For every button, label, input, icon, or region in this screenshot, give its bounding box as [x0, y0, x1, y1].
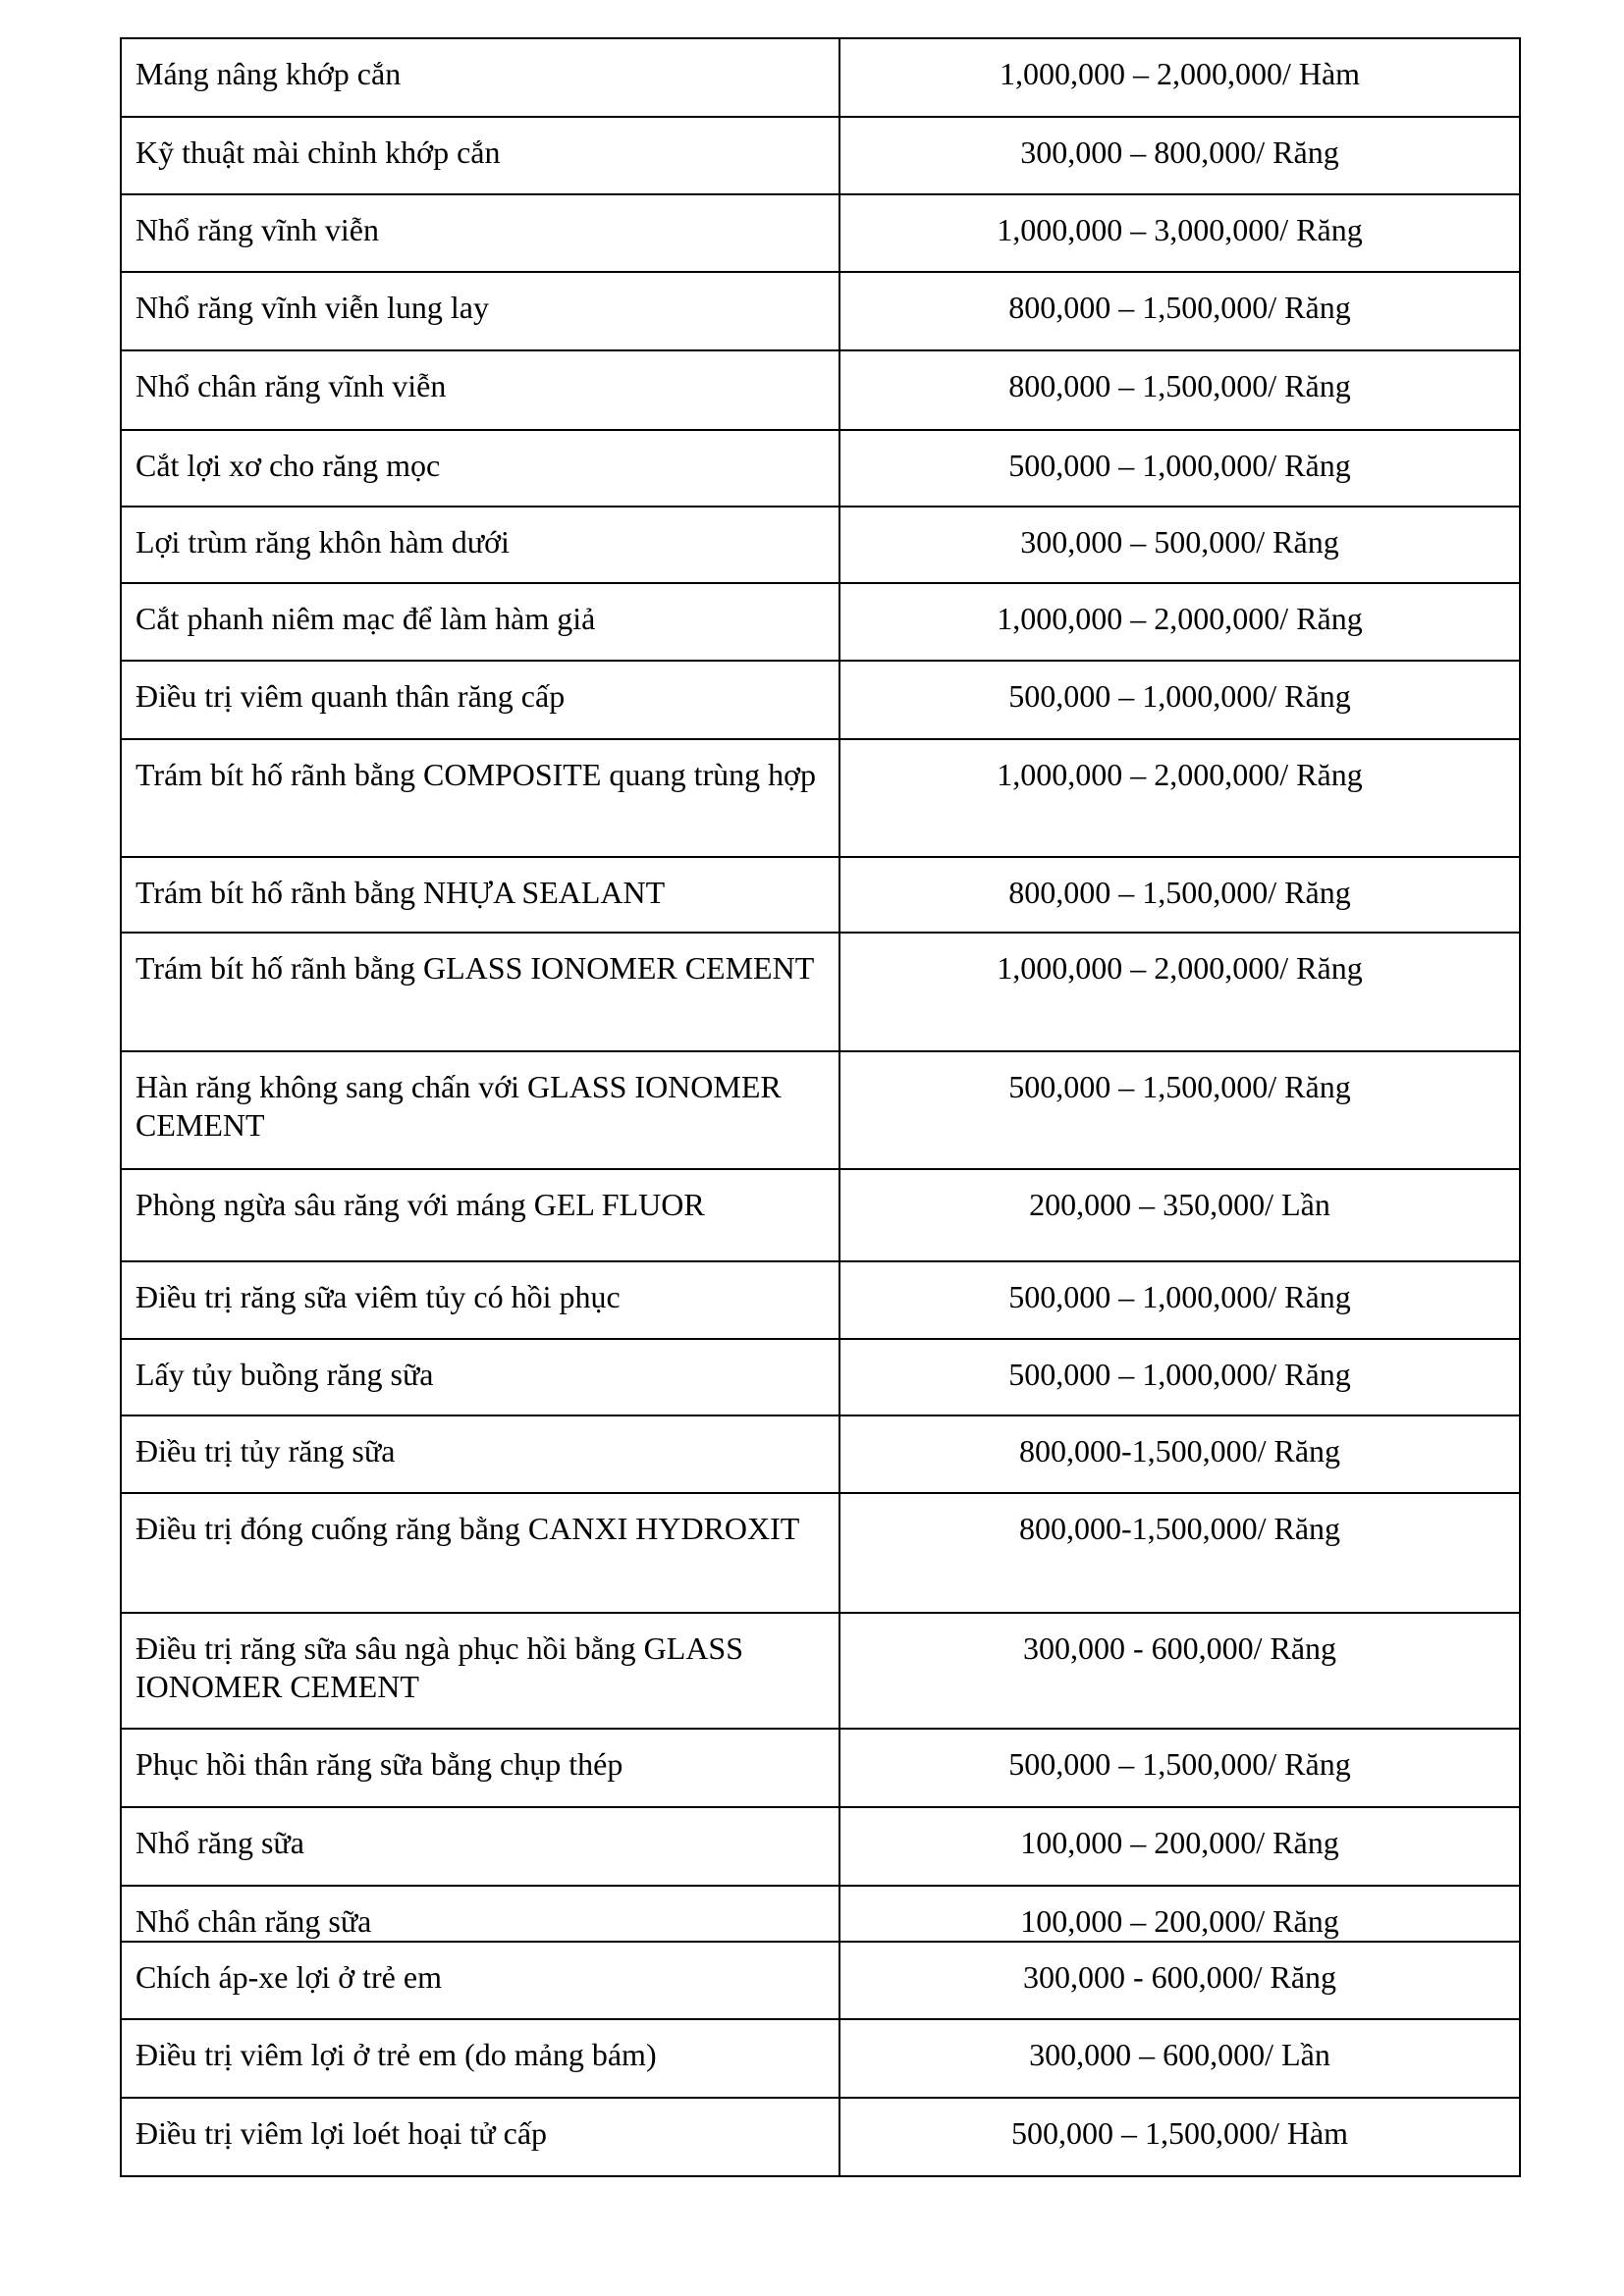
service-name: Nhổ răng sữa [121, 1807, 839, 1886]
service-price: 800,000 – 1,500,000/ Răng [839, 272, 1520, 350]
service-name: Điều trị viêm lợi ở trẻ em (do mảng bám) [121, 2019, 839, 2098]
table-row [121, 1169, 1520, 1261]
service-name: Nhổ răng vĩnh viễn lung lay [121, 272, 839, 350]
service-price: 500,000 – 1,000,000/ Răng [839, 661, 1520, 739]
table-row [121, 1729, 1520, 1807]
table-row [121, 38, 1520, 117]
service-price: 300,000 – 500,000/ Răng [839, 507, 1520, 583]
service-price: 500,000 – 1,500,000/ Răng [839, 1051, 1520, 1169]
service-price: 100,000 – 200,000/ Răng [839, 1807, 1520, 1886]
service-price: 500,000 – 1,500,000/ Răng [839, 1729, 1520, 1807]
table-row [121, 350, 1520, 430]
service-price: 1,000,000 – 2,000,000/ Hàm [839, 38, 1520, 117]
service-name: Điều trị răng sữa viêm tủy có hồi phục [121, 1261, 839, 1339]
table-row [121, 117, 1520, 194]
table-row [121, 1807, 1520, 1886]
service-name: Điều trị đóng cuống răng bằng CANXI HYDROXIT [121, 1493, 839, 1613]
service-name: Điều trị răng sữa sâu ngà phục hồi bằng GLASS IONOMER CEMENT [121, 1613, 839, 1729]
service-name: Lấy tủy buồng răng sữa [121, 1339, 839, 1415]
service-price: 200,000 – 350,000/ Lần [839, 1169, 1520, 1261]
table-row [121, 1339, 1520, 1415]
service-name: Phục hồi thân răng sữa bằng chụp thép [121, 1729, 839, 1807]
table-row [121, 1886, 1520, 1942]
service-name: Nhổ chân răng vĩnh viễn [121, 350, 839, 430]
service-name: Trám bít hố rãnh bằng COMPOSITE quang trùng hợp [121, 739, 839, 857]
service-name: Máng nâng khớp cắn [121, 38, 839, 117]
service-price: 300,000 - 600,000/ Răng [839, 1942, 1520, 2019]
table-row [121, 1613, 1520, 1729]
table-row [121, 2019, 1520, 2098]
service-name: Điều trị viêm lợi loét hoại tử cấp [121, 2098, 839, 2176]
service-price: 500,000 – 1,500,000/ Hàm [839, 2098, 1520, 2176]
service-price: 500,000 – 1,000,000/ Răng [839, 1339, 1520, 1415]
service-price: 100,000 – 200,000/ Răng [839, 1886, 1520, 1942]
service-name: Phòng ngừa sâu răng với máng GEL FLUOR [121, 1169, 839, 1261]
service-name: Nhổ chân răng sữa [121, 1886, 839, 1942]
table-row [121, 1051, 1520, 1169]
service-price: 1,000,000 – 3,000,000/ Răng [839, 194, 1520, 272]
table-row [121, 661, 1520, 739]
price-table [120, 37, 1521, 2177]
service-name: Trám bít hố rãnh bằng NHỰA SEALANT [121, 857, 839, 933]
table-row [121, 583, 1520, 661]
service-name: Cắt lợi xơ cho răng mọc [121, 430, 839, 507]
service-name: Lợi trùm răng khôn hàm dưới [121, 507, 839, 583]
service-price: 500,000 – 1,000,000/ Răng [839, 1261, 1520, 1339]
table-row [121, 1261, 1520, 1339]
service-price: 800,000 – 1,500,000/ Răng [839, 857, 1520, 933]
service-price: 300,000 – 600,000/ Lần [839, 2019, 1520, 2098]
service-name: Chích áp-xe lợi ở trẻ em [121, 1942, 839, 2019]
table-row [121, 430, 1520, 507]
service-name: Hàn răng không sang chấn với GLASS IONOMER CEMENT [121, 1051, 839, 1169]
table-row [121, 739, 1520, 857]
service-name: Điều trị viêm quanh thân răng cấp [121, 661, 839, 739]
service-price: 500,000 – 1,000,000/ Răng [839, 430, 1520, 507]
service-name: Điều trị tủy răng sữa [121, 1415, 839, 1493]
service-price: 800,000 – 1,500,000/ Răng [839, 350, 1520, 430]
table-row [121, 1493, 1520, 1613]
service-price: 300,000 - 600,000/ Răng [839, 1613, 1520, 1729]
service-name: Trám bít hố rãnh bằng GLASS IONOMER CEMENT [121, 933, 839, 1051]
service-name: Nhổ răng vĩnh viễn [121, 194, 839, 272]
table-row [121, 933, 1520, 1051]
service-price: 300,000 – 800,000/ Răng [839, 117, 1520, 194]
service-price: 1,000,000 – 2,000,000/ Răng [839, 583, 1520, 661]
table-row [121, 507, 1520, 583]
table-row [121, 194, 1520, 272]
service-price: 800,000-1,500,000/ Răng [839, 1493, 1520, 1613]
table-row [121, 272, 1520, 350]
service-price: 1,000,000 – 2,000,000/ Răng [839, 739, 1520, 857]
service-price: 1,000,000 – 2,000,000/ Răng [839, 933, 1520, 1051]
table-row [121, 857, 1520, 933]
service-name: Cắt phanh niêm mạc để làm hàm giả [121, 583, 839, 661]
service-name: Kỹ thuật mài chỉnh khớp cắn [121, 117, 839, 194]
service-price: 800,000-1,500,000/ Răng [839, 1415, 1520, 1493]
table-row [121, 2098, 1520, 2176]
table-row [121, 1942, 1520, 2019]
table-row [121, 1415, 1520, 1493]
